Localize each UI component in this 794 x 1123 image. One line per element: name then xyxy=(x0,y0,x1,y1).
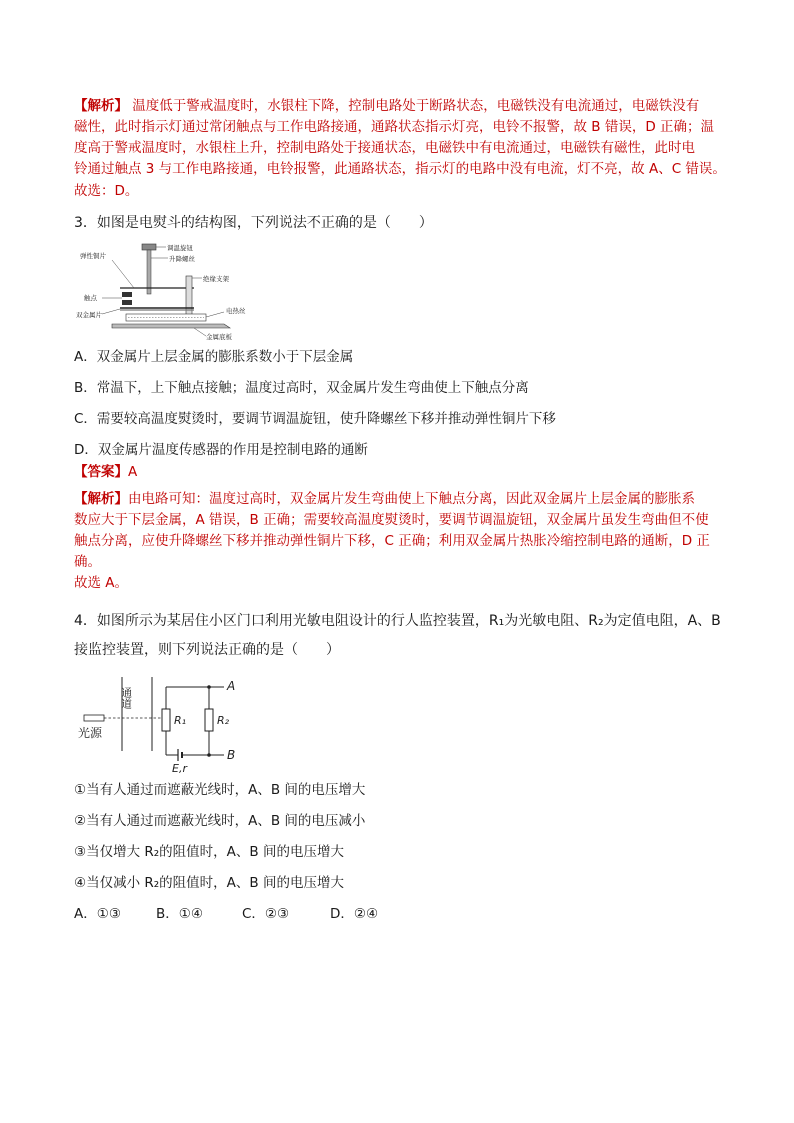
question-4-option: C．②③ xyxy=(242,906,290,922)
r1-shape xyxy=(162,709,170,731)
question-3-option: D．双金属片温度传感器的作用是控制电路的通断 xyxy=(74,442,368,458)
analysis-line: 由电路可知：温度过高时，双金属片发生弯曲使上下触点分离，因此双金属片上层金属的膨胀系 xyxy=(128,491,695,507)
question-4-statement: ③当仅增大 R₂的阻值时，A、B 间的电压增大 xyxy=(74,844,344,860)
base-shape xyxy=(112,324,230,328)
insulator-shape xyxy=(186,276,192,318)
question-4-option: A．①③ xyxy=(74,906,121,922)
answer-tag: 【答案】 xyxy=(74,464,128,480)
question-4-statement: ①当有人通过而遮蔽光线时，A、B 间的电压增大 xyxy=(74,782,366,798)
label-contact: 触点 xyxy=(84,294,97,302)
contact-shape xyxy=(122,292,132,297)
label-b: B xyxy=(227,748,236,762)
analysis-line: 磁性，此时指示灯通过常闭触点与工作电路接通，通路状态指示灯亮，电铃不报警，故 B 错误，D 正确；温 xyxy=(74,119,715,135)
analysis-choice: 故选：D。 xyxy=(74,183,139,199)
knob-shape xyxy=(142,244,156,250)
iron-diagram xyxy=(74,240,274,342)
label-a: A xyxy=(227,679,236,693)
question-4-title-line: 4．如图所示为某居住小区门口利用光敏电阻设计的行人监控装置，R₁为光敏电阻、R₂为定值电阻，A、B xyxy=(74,613,721,629)
label-heater: 电热丝 xyxy=(226,307,246,315)
label-screw: 升降螺丝 xyxy=(169,255,195,263)
question-3-option: B．常温下，上下触点接触；温度过高时，双金属片发生弯曲使上下触点分离 xyxy=(74,380,529,396)
analysis-line: 温度低于警戒温度时，水银柱下降，控制电路处于断路状态，电磁铁没有电流通过，电磁铁没有 xyxy=(128,98,700,114)
answer-line xyxy=(74,461,724,483)
analysis-tag: 【解析】 xyxy=(74,98,128,114)
circuit-diagram xyxy=(74,673,254,773)
analysis-tag: 【解析】 xyxy=(74,491,128,507)
label-base: 金属底板 xyxy=(206,333,232,341)
question-4-title-line: 接监控装置，则下列说法正确的是（ ） xyxy=(74,642,340,658)
label-light-source: 光源 xyxy=(78,726,103,740)
screw-shape xyxy=(147,250,151,294)
monitor-circuit-figure xyxy=(74,673,724,773)
label-knob: 调温旋钮 xyxy=(167,244,193,252)
document-page xyxy=(74,96,724,934)
iron-structure-figure xyxy=(74,240,724,342)
contact-shape xyxy=(122,300,132,305)
question-3-option: C．需要较高温度熨烫时，要调节调温旋钮，使升降螺丝下移并推动弹性铜片下移 xyxy=(74,411,556,427)
question-4-statement: ②当有人通过而遮蔽光线时，A、B 间的电压减小 xyxy=(74,813,366,829)
question-3-option: A．双金属片上层金属的膨胀系数小于下层金属 xyxy=(74,349,354,365)
light-source-shape xyxy=(84,715,104,721)
analysis-line: 触点分离，应使升降螺丝下移并推动弹性铜片下移，C 正确；利用双金属片热胀冷缩控制电路的通断，D 正 xyxy=(74,533,710,549)
label-r2: R₂ xyxy=(217,714,230,727)
question-3-title: 3．如图是电熨斗的结构图，下列说法不正确的是（ ） xyxy=(74,215,433,231)
question-4-option: B．①④ xyxy=(156,906,203,922)
analysis-block-2 xyxy=(74,489,724,573)
r2-shape xyxy=(205,709,213,731)
answer-value: A xyxy=(128,464,138,480)
label-spring: 弹性铜片 xyxy=(80,252,106,260)
label-r1: R₁ xyxy=(174,714,187,727)
label-channel: 通道 xyxy=(119,687,133,709)
question-4-title xyxy=(74,607,724,665)
label-source: E,r xyxy=(172,762,187,773)
analysis-choice: 故选 A。 xyxy=(74,575,129,591)
analysis-line: 确。 xyxy=(74,554,101,570)
question-4-option: D．②④ xyxy=(330,906,379,922)
analysis-line: 铃通过触点 3 与工作电路接通，电铃报警，此通路状态，指示灯的电路中没有电流，灯不亮，故 A、C 错误。 xyxy=(74,161,726,177)
analysis-line: 度高于警戒温度时，水银柱上升，控制电路处于接通状态，电磁铁中有电流通过，电磁铁有磁性，此时电 xyxy=(74,140,695,156)
label-insulator: 绝缘支架 xyxy=(203,275,229,283)
question-4-options xyxy=(74,903,724,934)
analysis-line: 数应大于下层金属，A 错误，B 正确；需要较高温度熨烫时，要调节调温旋钮，双金属片虽发生弯曲但不使 xyxy=(74,512,709,528)
analysis-block-1 xyxy=(74,96,724,180)
question-4-statement: ④当仅减小 R₂的阻值时，A、B 间的电压增大 xyxy=(74,875,344,891)
label-bimetal: 双金属片 xyxy=(76,311,102,319)
